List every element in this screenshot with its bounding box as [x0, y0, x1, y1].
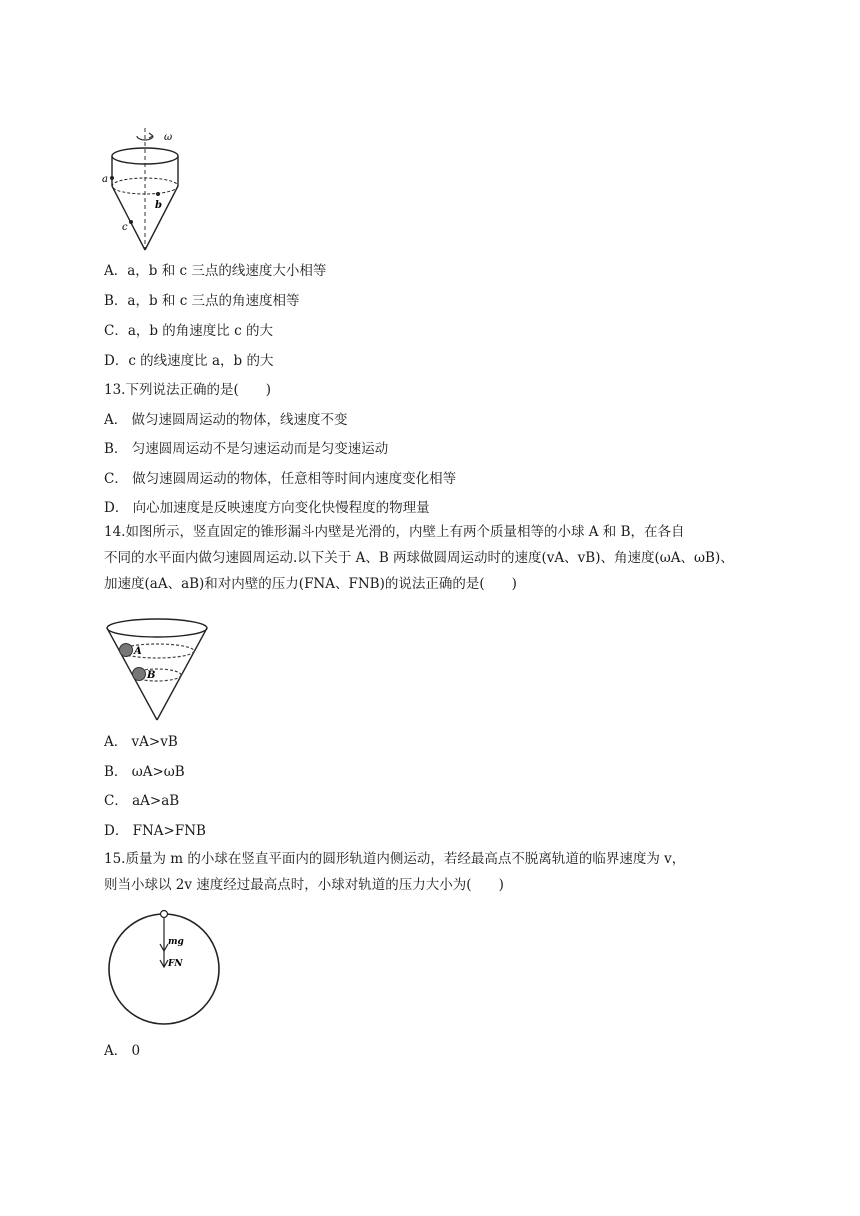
q13-option-a: A． 做匀速圆周运动的物体，线速度不变 [104, 412, 348, 428]
mg-label: mg [168, 937, 184, 947]
q15-stem-line1: 15.质量为 m 的小球在竖直平面内的圆形轨道内侧运动，若经最高点不脱离轨道的临界速度为 v， [104, 851, 686, 867]
q12-figure [100, 126, 190, 254]
q15-option-a: A． 0 [104, 1043, 141, 1059]
q14-stem-line3: 加速度(aA、aB)和对内壁的压力(FNA、FNB)的说法正确的是( ) [104, 576, 517, 592]
q13-option-c: C． 做匀速圆周运动的物体，任意相等时间内速度变化相等 [104, 471, 457, 487]
ball-a-label: A [134, 646, 142, 657]
q14-option-c: C． aA>aB [104, 793, 180, 809]
point-c-label: c [122, 222, 128, 233]
q13-option-b: B． 匀速圆周运动不是匀速运动而是匀变速运动 [104, 441, 389, 457]
q12-option-c: C．a，b 的角速度比 c 的大 [104, 323, 273, 339]
q14-option-b: B． ωA>ωB [104, 764, 185, 780]
q13-stem: 13.下列说法正确的是( ) [104, 382, 272, 398]
q14-option-d: D． FNA>FNB [104, 823, 206, 839]
q14-figure [102, 614, 212, 724]
q15-stem [104, 846, 764, 898]
q15-figure [104, 906, 226, 1028]
point-b-label: b [155, 200, 162, 211]
fn-label: FN [168, 959, 183, 969]
q12-option-a: A．a，b 和 c 三点的线速度大小相等 [104, 263, 327, 279]
q14-stem-line2: 不同的水平面内做匀速圆周运动.以下关于 A、B 两球做圆周运动时的速度(vA、vB)、角速度(ωA、ωB)、 [104, 550, 734, 566]
omega-label: ω [164, 132, 173, 143]
point-a-label: a [102, 174, 108, 185]
q12-option-d: D．c 的线速度比 a，b 的大 [104, 353, 274, 369]
ball-b-label: B [147, 670, 156, 681]
q13-option-d: D． 向心加速度是反映速度方向变化快慢程度的物理量 [104, 500, 430, 516]
q15-stem-line2: 则当小球以 2v 速度经过最高点时，小球对轨道的压力大小为( ) [104, 877, 504, 893]
q14-option-a: A． vA>vB [104, 734, 178, 750]
q14-stem [104, 519, 764, 597]
q14-stem-line1: 14.如图所示，竖直固定的锥形漏斗内壁是光滑的，内壁上有两个质量相等的小球 A 和 B，在各自 [104, 524, 685, 540]
q12-option-b: B．a，b 和 c 三点的角速度相等 [104, 293, 300, 309]
